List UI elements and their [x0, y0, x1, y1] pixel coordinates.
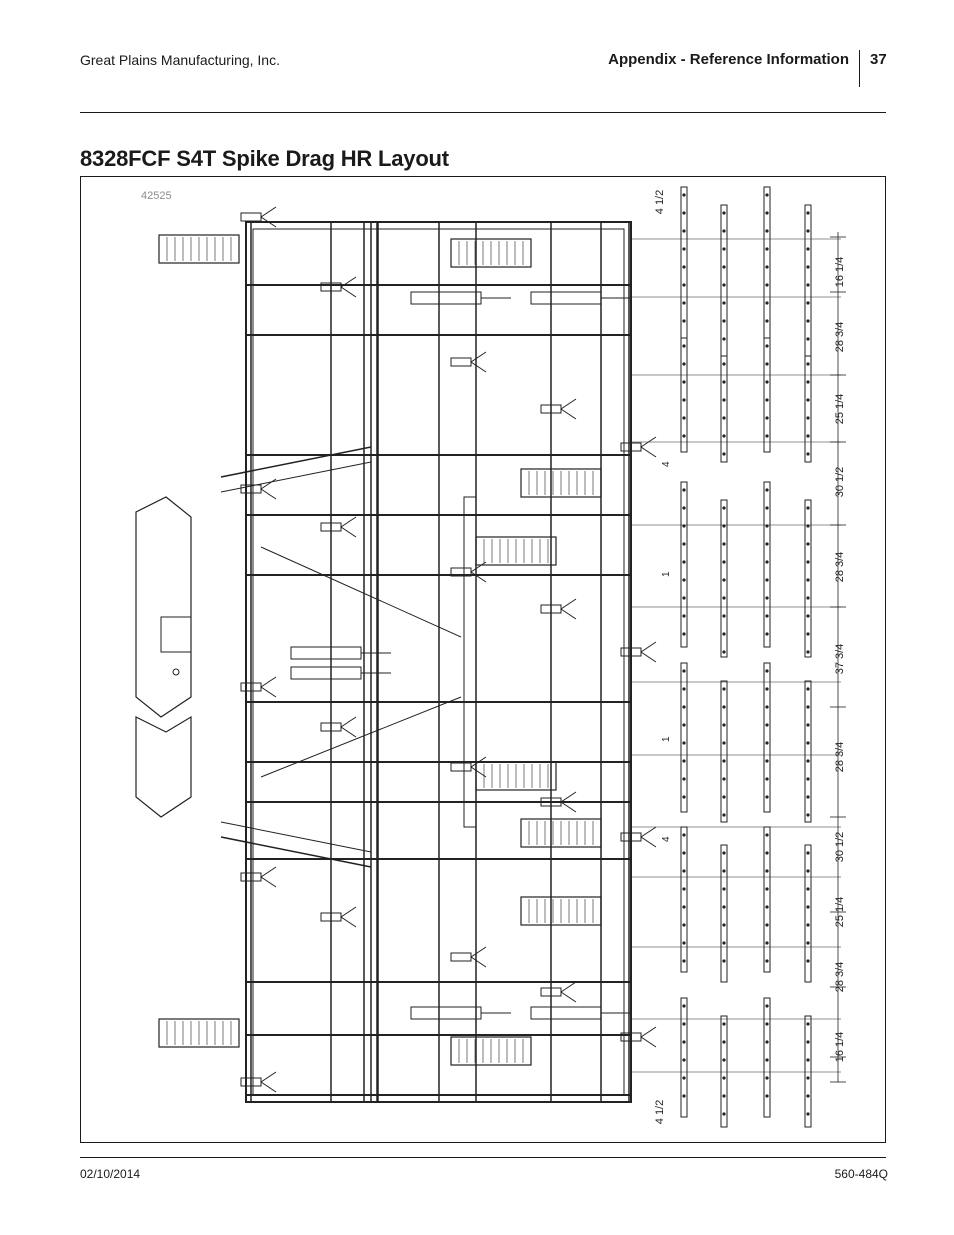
harrow-spike [722, 1040, 725, 1043]
harrow-spike [722, 337, 725, 340]
harrow-spike [722, 905, 725, 908]
harrow-spike [682, 398, 685, 401]
harrow-spike [682, 560, 685, 563]
dimension-value: 30 1/2 [834, 466, 846, 498]
harrow-spike [682, 1076, 685, 1079]
shank-tine [471, 562, 486, 572]
harrow-spike [765, 759, 768, 762]
harrow-spike [722, 398, 725, 401]
cylinder [411, 1007, 481, 1019]
harrow-spike [806, 614, 809, 617]
dimension-value: 28 3/4 [834, 741, 846, 773]
harrow-spike [682, 596, 685, 599]
hitch-arm [221, 447, 371, 477]
hitch-arm [221, 837, 371, 867]
harrow-spike [765, 923, 768, 926]
harrow-spike [722, 869, 725, 872]
harrow-spike [806, 506, 809, 509]
harrow-spike [722, 434, 725, 437]
harrow-spike [765, 905, 768, 908]
footer-doc-number: 560-484Q [834, 1167, 888, 1181]
harrow-spike [806, 1076, 809, 1079]
hitch-brace [261, 697, 461, 777]
harrow-spike [682, 905, 685, 908]
shank-tine [561, 792, 576, 802]
harrow-spike [682, 283, 685, 286]
harrow-spike [722, 705, 725, 708]
harrow-spike [806, 283, 809, 286]
shank-tine [641, 652, 656, 662]
harrow-spike [806, 1094, 809, 1097]
harrow-spike [722, 887, 725, 890]
harrow-bar [805, 356, 811, 462]
harrow-spike [682, 1022, 685, 1025]
harrow-spike [765, 434, 768, 437]
harrow-spike [722, 795, 725, 798]
page-number: 37 [870, 51, 887, 68]
harrow-spike [806, 869, 809, 872]
harrow-spike [682, 687, 685, 690]
shank-tine [641, 827, 656, 837]
harrow-spike [765, 380, 768, 383]
dimension-value: 37 3/4 [834, 643, 846, 675]
harrow-spike [806, 723, 809, 726]
figure-number: 42525 [141, 190, 172, 202]
harrow-spike [682, 229, 685, 232]
harrow-spike [722, 687, 725, 690]
dimension-label [834, 742, 846, 773]
harrow-spike [722, 380, 725, 383]
shank-clamp [451, 953, 471, 961]
harrow-spike [722, 959, 725, 962]
harrow-spike [682, 380, 685, 383]
shank-tine [261, 677, 276, 687]
shank-tine [641, 1037, 656, 1047]
harrow-spike [722, 229, 725, 232]
harrow-spike [806, 337, 809, 340]
harrow-spike [765, 301, 768, 304]
harrow-spike [806, 265, 809, 268]
harrow-spike [806, 1040, 809, 1043]
harrow-spike [765, 506, 768, 509]
harrow-spike [682, 265, 685, 268]
harrow-spike [806, 741, 809, 744]
harrow-spike [806, 941, 809, 944]
harrow-spike [682, 1094, 685, 1097]
dimension-label [834, 467, 846, 498]
offset-label: 1 [661, 571, 672, 577]
harrow-spike [722, 614, 725, 617]
harrow-spike [765, 398, 768, 401]
harrow-spike [806, 380, 809, 383]
harrow-spike [765, 319, 768, 322]
shank-tine [471, 947, 486, 957]
harrow-spike [765, 959, 768, 962]
harrow-spike [682, 632, 685, 635]
offset-label: 4 [661, 836, 672, 842]
harrow-spike [722, 596, 725, 599]
shank-tine [261, 687, 276, 697]
harrow-spike [722, 923, 725, 926]
harrow-spike [682, 941, 685, 944]
harrow-spike [806, 301, 809, 304]
cylinder [411, 292, 481, 304]
harrow-spike [806, 777, 809, 780]
dimension-value: 30 1/2 [834, 831, 846, 863]
harrow-spike [722, 578, 725, 581]
hitch-pin [173, 669, 179, 675]
harrow-spike [722, 506, 725, 509]
harrow-spike [682, 777, 685, 780]
harrow-spike [765, 833, 768, 836]
harrow-spike [765, 614, 768, 617]
harrow-spike [765, 887, 768, 890]
harrow-spike [722, 777, 725, 780]
harrow-spike [682, 795, 685, 798]
harrow-spike [722, 265, 725, 268]
dimension-label [834, 832, 846, 863]
shank-tine [561, 599, 576, 609]
harrow-spike [765, 1022, 768, 1025]
harrow-spike [806, 632, 809, 635]
dimension-value: 28 3/4 [834, 321, 846, 353]
harrow-spike [722, 416, 725, 419]
harrow-spike [806, 923, 809, 926]
harrow-spike [806, 795, 809, 798]
shank-tine [471, 352, 486, 362]
hitch-plate [161, 617, 191, 652]
harrow-spike [806, 1058, 809, 1061]
harrow-spike [806, 398, 809, 401]
harrow-spike [682, 705, 685, 708]
harrow-spike [722, 759, 725, 762]
shank-tine [641, 447, 656, 457]
dimension-label [834, 552, 846, 583]
shank-tine [561, 399, 576, 409]
harrow-spike [806, 1112, 809, 1115]
dimension-value: 25 1/4 [834, 896, 846, 928]
harrow-spike [722, 1076, 725, 1079]
harrow-spike [806, 578, 809, 581]
shank-tine [561, 409, 576, 419]
harrow-spike [682, 869, 685, 872]
harrow-spike [765, 211, 768, 214]
harrow-spike [682, 887, 685, 890]
harrow-spike [722, 1022, 725, 1025]
shank-tine [261, 207, 276, 217]
harrow-spike [682, 959, 685, 962]
shank-clamp [451, 763, 471, 771]
shank-clamp [451, 358, 471, 366]
harrow-spike [765, 687, 768, 690]
harrow-spike [806, 687, 809, 690]
dimension-label [834, 1032, 846, 1063]
harrow-spike [765, 488, 768, 491]
shank-tine [341, 527, 356, 537]
harrow-spike [806, 542, 809, 545]
dimension-label [654, 190, 666, 214]
harrow-spike [765, 705, 768, 708]
drawing-svg [81, 177, 885, 1142]
dimension-value: 25 1/4 [834, 393, 846, 425]
shank-tine [641, 642, 656, 652]
shank-tine [561, 982, 576, 992]
harrow-spike [722, 542, 725, 545]
harrow-spike [722, 1112, 725, 1115]
layout-drawing [80, 176, 886, 1143]
harrow-spike [806, 813, 809, 816]
shank-tine [261, 1082, 276, 1092]
page-title: 8328FCF S4T Spike Drag HR Layout [80, 146, 449, 171]
harrow-spike [722, 1094, 725, 1097]
harrow-spike [722, 211, 725, 214]
harrow-spike [682, 669, 685, 672]
harrow-spike [722, 813, 725, 816]
hitch-brace [261, 547, 461, 637]
harrow-spike [765, 542, 768, 545]
cylinder [531, 1007, 601, 1019]
harrow-spike [682, 578, 685, 581]
harrow-spike [682, 434, 685, 437]
header-company: Great Plains Manufacturing, Inc. [80, 52, 280, 68]
harrow-spike [806, 229, 809, 232]
harrow-spike [765, 1076, 768, 1079]
harrow-spike [682, 1058, 685, 1061]
harrow-spike [806, 416, 809, 419]
harrow-bar [764, 663, 770, 812]
harrow-spike [722, 632, 725, 635]
tongue-bar [464, 497, 476, 827]
harrow-spike [765, 1004, 768, 1007]
harrow-spike [682, 1004, 685, 1007]
dimension-label [654, 1100, 666, 1124]
harrow-spike [806, 452, 809, 455]
shank-tine [261, 867, 276, 877]
hitch-arm [221, 462, 371, 492]
dimension-value: 28 3/4 [834, 961, 846, 993]
harrow-spike [806, 759, 809, 762]
dimension-value: 28 3/4 [834, 551, 846, 583]
harrow-spike [682, 614, 685, 617]
harrow-spike [682, 851, 685, 854]
shank-tine [341, 907, 356, 917]
harrow-spike [806, 596, 809, 599]
harrow-spike [722, 560, 725, 563]
harrow-bar [721, 1016, 727, 1127]
harrow-spike [722, 650, 725, 653]
shank-clamp [241, 213, 261, 221]
harrow-spike [806, 434, 809, 437]
harrow-bar [764, 998, 770, 1117]
harrow-spike [682, 319, 685, 322]
hitch-body [136, 497, 191, 717]
shank-tine [471, 572, 486, 582]
harrow-spike [765, 795, 768, 798]
harrow-spike [806, 851, 809, 854]
harrow-spike [682, 923, 685, 926]
shank-tine [561, 609, 576, 619]
harrow-spike [806, 1022, 809, 1025]
hitch-arm [221, 822, 371, 852]
cylinder [291, 667, 361, 679]
harrow-spike [765, 560, 768, 563]
dimension-value: 16 1/4 [834, 1031, 846, 1063]
harrow-spike [806, 959, 809, 962]
shank-tine [561, 992, 576, 1002]
harrow-spike [765, 193, 768, 196]
harrow-bar [721, 356, 727, 462]
harrow-spike [765, 669, 768, 672]
harrow-spike [765, 1040, 768, 1043]
dimension-label [834, 897, 846, 928]
harrow-spike [722, 452, 725, 455]
harrow-bar [764, 827, 770, 972]
dimension-label [834, 257, 846, 288]
harrow-spike [682, 344, 685, 347]
harrow-spike [682, 247, 685, 250]
offset-label: 1 [661, 736, 672, 742]
harrow-bar [721, 681, 727, 822]
shank-tine [471, 957, 486, 967]
harrow-spike [765, 344, 768, 347]
header-section: Appendix - Reference Information [608, 51, 849, 68]
harrow-spike [806, 560, 809, 563]
harrow-spike [682, 1040, 685, 1043]
harrow-spike [806, 905, 809, 908]
harrow-bar [681, 827, 687, 972]
harrow-bar [805, 681, 811, 822]
harrow-spike [722, 941, 725, 944]
header-rule [80, 112, 886, 113]
harrow-spike [722, 283, 725, 286]
harrow-spike [806, 362, 809, 365]
harrow-spike [682, 211, 685, 214]
harrow-spike [765, 1094, 768, 1097]
dimension-label [834, 962, 846, 993]
footer-date: 02/10/2014 [80, 1167, 141, 1181]
offset-label: 4 [661, 461, 672, 467]
shank-tine [471, 362, 486, 372]
harrow-bar [681, 663, 687, 812]
harrow-spike [806, 887, 809, 890]
shank-tine [341, 917, 356, 927]
harrow-spike [765, 362, 768, 365]
harrow-bar [805, 1016, 811, 1127]
harrow-spike [682, 193, 685, 196]
shank-tine [641, 837, 656, 847]
harrow-spike [682, 301, 685, 304]
harrow-spike [806, 211, 809, 214]
harrow-spike [722, 319, 725, 322]
harrow-spike [765, 851, 768, 854]
harrow-spike [682, 542, 685, 545]
harrow-spike [765, 596, 768, 599]
harrow-bar [681, 998, 687, 1117]
harrow-spike [722, 851, 725, 854]
harrow-spike [722, 362, 725, 365]
harrow-spike [765, 265, 768, 268]
harrow-spike [682, 741, 685, 744]
harrow-spike [765, 723, 768, 726]
shank-tine [261, 489, 276, 499]
dimension-value: 16 1/4 [834, 256, 846, 288]
harrow-spike [765, 247, 768, 250]
harrow-spike [765, 283, 768, 286]
harrow-spike [682, 833, 685, 836]
harrow-spike [806, 650, 809, 653]
harrow-spike [722, 301, 725, 304]
harrow-spike [722, 723, 725, 726]
dimension-value: 4 1/2 [654, 1099, 666, 1125]
harrow-spike [765, 632, 768, 635]
shank-tine [341, 287, 356, 297]
harrow-spike [682, 723, 685, 726]
cylinder [291, 647, 361, 659]
harrow-spike [765, 416, 768, 419]
shank-tine [261, 877, 276, 887]
harrow-spike [765, 229, 768, 232]
harrow-spike [806, 705, 809, 708]
harrow-spike [682, 488, 685, 491]
shank-tine [261, 1072, 276, 1082]
shank-tine [341, 727, 356, 737]
shank-tine [341, 717, 356, 727]
shank-tine [341, 517, 356, 527]
harrow-spike [682, 416, 685, 419]
harrow-spike [806, 247, 809, 250]
dimension-label [834, 322, 846, 353]
hitch-body [136, 717, 191, 817]
harrow-spike [765, 578, 768, 581]
harrow-spike [722, 1058, 725, 1061]
footer-rule [80, 1157, 886, 1158]
harrow-spike [806, 319, 809, 322]
dimension-label [834, 394, 846, 425]
harrow-spike [765, 1058, 768, 1061]
dimension-value: 4 1/2 [654, 189, 666, 215]
harrow-spike [765, 941, 768, 944]
harrow-spike [765, 777, 768, 780]
cylinder [531, 292, 601, 304]
harrow-spike [765, 869, 768, 872]
shank-tine [561, 802, 576, 812]
shank-tine [641, 1027, 656, 1037]
harrow-spike [722, 247, 725, 250]
harrow-spike [765, 741, 768, 744]
header-divider [859, 50, 860, 87]
harrow-spike [682, 362, 685, 365]
harrow-spike [722, 741, 725, 744]
harrow-spike [682, 759, 685, 762]
dimension-label [834, 644, 846, 675]
harrow-spike [682, 506, 685, 509]
